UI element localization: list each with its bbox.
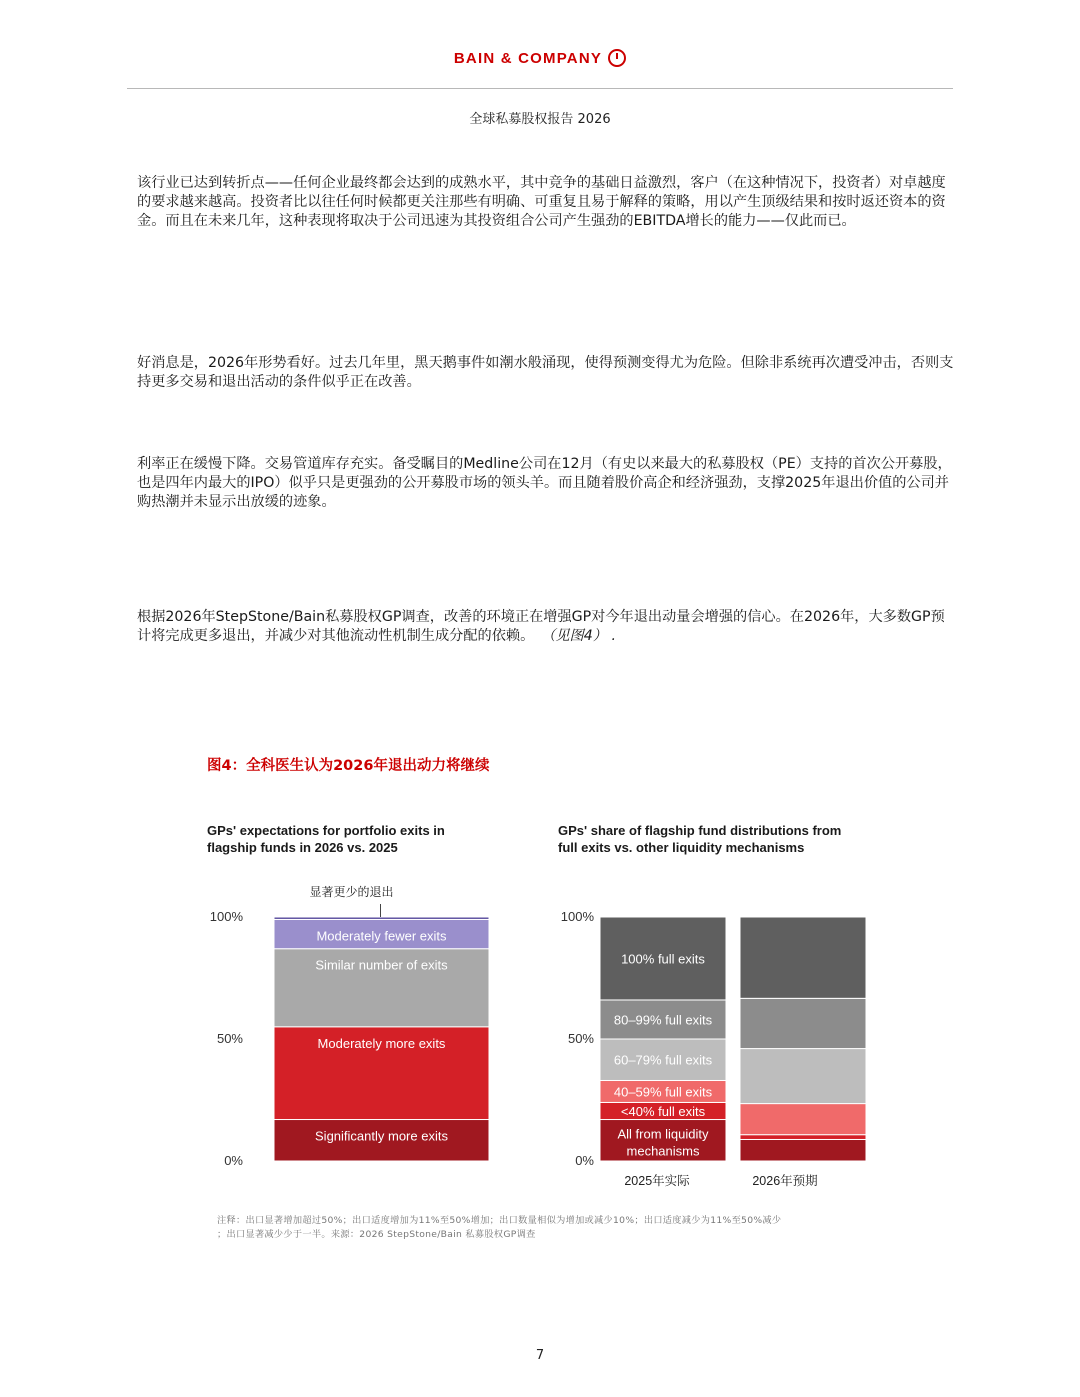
right-segment-label: 40–59% full exits (613, 1084, 713, 1100)
right-category-label: 2025年实际 (624, 1174, 690, 1188)
figure-reference: （见图4） . (548, 628, 616, 644)
left-y-tick-label: 50% (216, 1031, 243, 1046)
right-bar-1-60-79-full-exits (740, 1049, 866, 1104)
right-segment-label: <40% full exits (620, 1103, 706, 1119)
left-segment-label: Moderately more exits (317, 1035, 446, 1051)
paragraph-4-text: 根据2026年StepStone/Bain私募股权GP调查，改善的环境正在增强GP对今年退出动量会增强的信心。在2026年，大多数GP预计将完成更多退出，并减少对其他流动性机制生成分配的依赖。 (137, 609, 945, 644)
left-segment-label: Similar number of exits (315, 957, 448, 973)
figure-title: 图4：全科医生认为2026年退出动力将继续 (207, 758, 490, 774)
left-y-tick-label: 100% (209, 909, 243, 924)
paragraph-3: 利率正在缓慢下降。交易管道库存充实。备受瞩目的Medline公司在12月（有史以来最大的私募股权（PE）支持的首次公开募股，也是四年内最大的IPO）似乎只是更强劲的公开募股市场的领头羊。而且随着股价高企和经济强劲，支撑2025年退出价值的公司并购热潮并未显示出放缓的迹象。 (137, 456, 952, 510)
right-y-tick-label: 50% (567, 1031, 594, 1046)
right-y-tick-label: 0% (575, 1153, 594, 1168)
right-bar-1-40-full-exits (740, 1135, 866, 1140)
left-chart-title-line1: GPs' expectations for portfolio exits in (207, 823, 445, 838)
left-segment-label: Significantly more exits (315, 1128, 448, 1144)
brand-name: BAIN & COMPANY (453, 50, 603, 67)
right-bar-1-40-59-full-exits (740, 1104, 866, 1135)
left-chart-title-line2: flagship funds in 2026 vs. 2025 (207, 840, 398, 855)
right-bar-1-100-full-exits (740, 917, 866, 998)
paragraph-2: 好消息是，2026年形势看好。过去几年里，黑天鹅事件如潮水般涌现，使得预测变得尤为危险。但除非系统再次遭受冲击，否则支持更多交易和退出活动的条件似乎正在改善。 (137, 355, 954, 390)
right-segment-label: 60–79% full exits (613, 1052, 713, 1068)
note-line2: ；出口显著减少少于一半。来源：2026 StepStone/Bain 私募股权GP调查 (217, 1229, 536, 1240)
right-category-label: 2026年预期 (752, 1174, 818, 1188)
note-line1: 注释：出口显著增加超过50%；出口适度增加为11%至50%增加；出口数量相似为增加或减少10%；出口适度减少为11%至50%减少 (217, 1215, 782, 1226)
right-y-tick-label: 100% (560, 909, 594, 924)
left-y-tick-label: 0% (224, 1153, 243, 1168)
paragraph-1: 该行业已达到转折点——任何企业最终都会达到的成熟水平，其中竞争的基础日益激烈，客户（在这种情况下，投资者）对卓越度的要求越来越高。投资者比以往任何时候都更关注那些有明确、可重复且易于解释的策略，用以产生顶级结果和按时返还资本的资金。而且在未来几年，这种表现将取决于公司迅速为其投资组合公司产生强劲的EBITDA增长的能力——仅此而已。 (137, 175, 946, 229)
right-segment-label: All from liquidity (617, 1126, 709, 1142)
right-segment-label: 80–99% full exits (613, 1012, 713, 1028)
figure-note (217, 1214, 877, 1242)
right-chart-title-line1: GPs' share of flagship fund distributions from (558, 823, 842, 838)
report-title: 全球私募股权报告 2026 (469, 112, 611, 127)
right-segment-label: 100% full exits (621, 951, 705, 967)
left-bar-segment (274, 917, 489, 919)
page-number: 7 (535, 1348, 545, 1363)
left-segment-label: Moderately fewer exits (316, 928, 447, 944)
right-segment-label: mechanisms (626, 1143, 700, 1159)
right-chart-title-line2: full exits vs. other liquidity mechanisms (558, 840, 805, 855)
right-bar-1-80-99-full-exits (740, 998, 866, 1048)
callout-label: 显著更少的退出 (309, 885, 394, 899)
right-bar-1-all-from-liquidity-mechanisms (740, 1139, 866, 1161)
